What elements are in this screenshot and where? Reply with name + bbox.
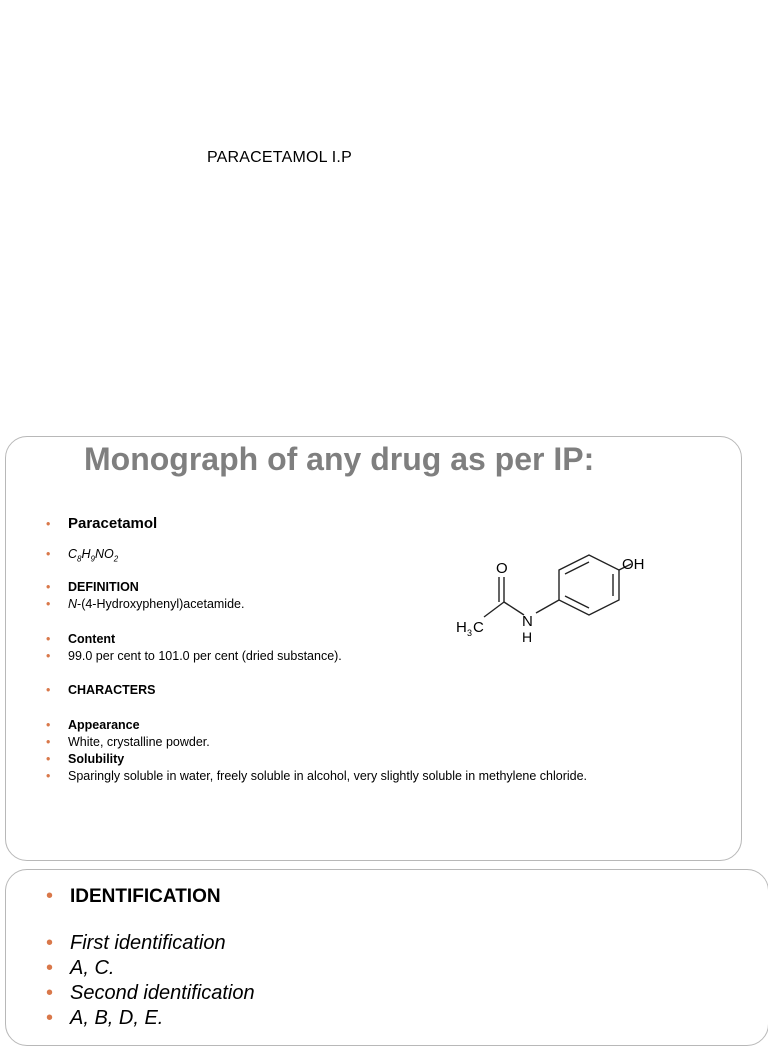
first-tests: A, C. [70, 957, 115, 979]
drug-name: Paracetamol [68, 515, 158, 532]
oh-label: OH [622, 556, 644, 573]
appearance-label: Appearance [68, 718, 140, 732]
amine-hydrogen-label: H [522, 629, 533, 645]
definition-label: DEFINITION [68, 580, 139, 594]
svg-text:H: H [456, 619, 467, 636]
bullet-definition-text [46, 597, 244, 611]
oxygen-label: O [496, 560, 508, 577]
bullet-definition-label [46, 580, 139, 594]
nitrogen-label: N [522, 613, 533, 630]
bullet-solubility-text [46, 769, 698, 783]
bullet-first-identification [46, 932, 226, 954]
appearance-text: White, crystalline powder. [68, 735, 210, 749]
bullet-solubility-label [46, 752, 124, 766]
bullet-drug-name [46, 517, 157, 531]
bullet-first-tests [46, 957, 114, 979]
bullet-second-identification [46, 982, 255, 1004]
paracetamol-structure-diagram [444, 545, 644, 655]
page-title: PARACETAMOL I.P [207, 149, 352, 166]
characters-label: CHARACTERS [68, 683, 156, 697]
bullet-appearance-text [46, 735, 210, 749]
second-identification: Second identification [70, 982, 255, 1004]
identification-slide [5, 869, 768, 1046]
content-text: 99.0 per cent to 101.0 per cent (dried substance). [68, 649, 342, 663]
definition-text: N-(4-Hydroxyphenyl)acetamide. [68, 597, 245, 611]
methyl-label [456, 619, 484, 638]
bullet-characters-label [46, 683, 156, 697]
bullet-content-text [46, 649, 342, 663]
second-tests: A, B, D, E. [70, 1007, 164, 1029]
molecular-formula: $C_8H_9NO_2$ [68, 547, 119, 564]
slide-heading: Monograph of any drug as per IP: [84, 441, 595, 477]
bullet-content-label [46, 632, 115, 646]
bullet-identification [46, 885, 221, 908]
bullet-second-tests [46, 1007, 163, 1029]
svg-text:3: 3 [467, 628, 473, 638]
monograph-slide [5, 436, 742, 861]
first-identification: First identification [70, 932, 226, 954]
svg-text:C: C [473, 619, 484, 636]
identification-label: IDENTIFICATION [70, 886, 221, 907]
bullet-appearance-label [46, 718, 140, 732]
content-label: Content [68, 632, 116, 646]
benzene-ring [559, 555, 619, 615]
solubility-label: Solubility [68, 752, 125, 766]
solubility-text: Sparingly soluble in water, freely soluble in alcohol, very slightly soluble in methylene chloride. [68, 769, 588, 783]
bullet-formula [46, 547, 118, 567]
